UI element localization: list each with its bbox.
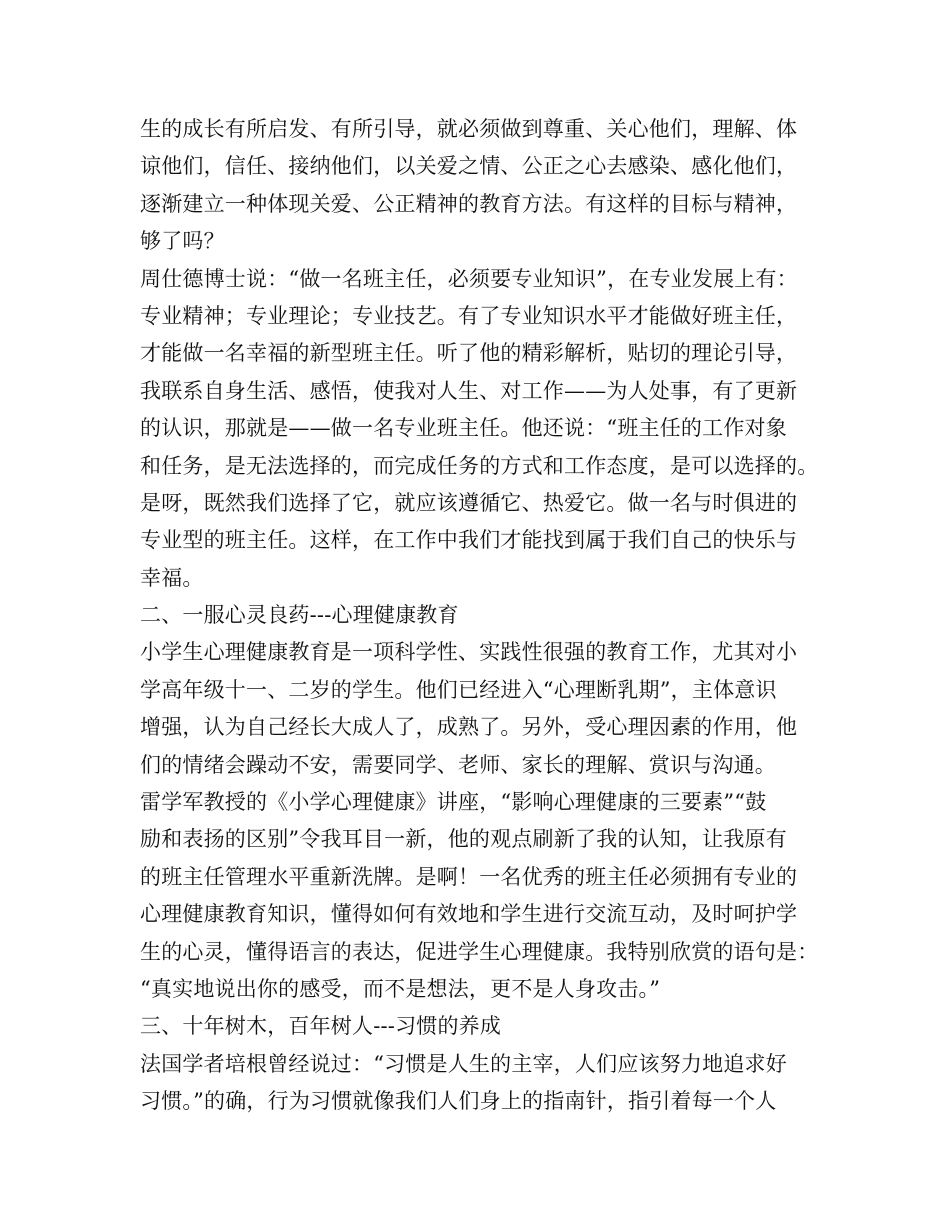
text-line: 小学生心理健康教育是一项科学性、实践性很强的教育工作，尤其对小 [140,640,798,665]
text-line: “真实地说出你的感受，而不是想法，更不是人身攻击。” [140,976,661,1001]
text-line: 增强，认为自己经长大成人了，成熟了。另外，受心理因素的作用，他 [140,715,798,740]
text-line: 够了吗？ [140,229,225,254]
text-line: 的班主任管理水平重新洗牌。是啊！一名优秀的班主任必须拥有专业的 [140,864,798,889]
text-line: 三、十年树木，百年树人---习惯的养成 [140,1014,502,1039]
text-line: 雷学军教授的《小学心理健康》讲座，“影响心理健康的三要素”“鼓 [140,790,767,815]
text-line: 心理健康教育知识，懂得如何有效地和学生进行交流互动，及时呵护学 [140,902,798,927]
text-line: 生的成长有所启发、有所引导，就必须做到尊重、关心他们，理解、体 [140,117,798,141]
body-text [140,111,830,1121]
text-line: 幸福。 [140,565,204,590]
text-line: 的认识，那就是——做一名专业班主任。他还说：“班主任的工作对象 [140,416,787,441]
text-line: 励和表扬的区别”令我耳目一新，他的观点刷新了我的认知，让我原有 [140,827,787,852]
text-line: 逐渐建立一种体现关爱、公正精神的教育方法。有这样的目标与精神， [140,191,798,216]
text-line: 专业型的班主任。这样，在工作中我们才能找到属于我们自己的快乐与 [140,528,798,553]
text-line: 专业精神；专业理论；专业技艺。有了专业知识水平才能做好班主任， [140,303,798,328]
text-line: 周仕德博士说：“做一名班主任，必须要专业知识”，在专业发展上有： [140,266,798,291]
text-line: 法国学者培根曾经说过：“习惯是人生的主宰，人们应该努力地追求好 [140,1051,787,1076]
text-line: 们的情绪会躁动不安，需要同学、老师、家长的理解、赏识与沟通。 [140,752,776,777]
text-line: 二、一服心灵良药---心理健康教育 [140,603,459,628]
text-line: 和任务，是无法选择的，而完成任务的方式和工作态度，是可以选择的。 [140,453,819,478]
text-line: 生的心灵，懂得语言的表达，促进学生心理健康。我特别欣赏的语句是： [140,939,819,964]
text-line: 习惯。”的确，行为习惯就像我们人们身上的指南针，指引着每一个人 [140,1089,777,1114]
text-line: 是呀，既然我们选择了它，就应该遵循它、热爱它。做一名与时俱进的 [140,490,798,515]
text-line: 学高年级十一、二岁的学生。他们已经进入“心理断乳期”，主体意识 [140,677,777,702]
text-line: 谅他们，信任、接纳他们，以关爱之情、公正之心去感染、感化他们， [140,154,798,179]
text-line: 我联系自身生活、感悟，使我对人生、对工作——为人处事，有了更新 [140,378,798,403]
text-line: 才能做一名幸福的新型班主任。听了他的精彩解析，贴切的理论引导， [140,341,798,366]
